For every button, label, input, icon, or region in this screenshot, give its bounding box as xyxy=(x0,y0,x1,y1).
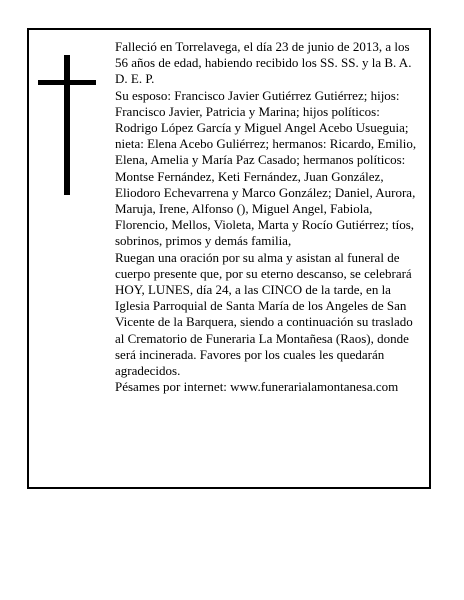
rip-line: D. E. P. xyxy=(115,71,155,87)
cross-icon xyxy=(64,55,70,195)
death-announcement: Falleció en Torrelavega, el día 23 de junio de 2013, a los 56 años de edad, habiendo recibido los SS. SS. y la B. A. xyxy=(115,39,412,71)
condolences-line: Pésames por internet: www.funerarialamontanesa.com xyxy=(115,379,399,395)
obituary-text xyxy=(115,39,420,395)
funeral-details: Ruegan una oración por su alma y asistan al funeral de cuerpo presente que, por su eterno descanso, se celebrará HOY, LUNES, día 24, a las CINCO de la tarde, en la Iglesia Parroquial de Santa María de los Angeles de San Vicente de la Barquera, siendo a continuación su traslado al Crematorio de Funeraria La Montañesa (Raos), donde será incinerada. Favores por los cuales les quedarán agradecidos. xyxy=(115,249,413,379)
cross-icon-crossbar xyxy=(38,80,96,85)
family-list: Su esposo: Francisco Javier Gutiérrez Gutiérrez; hijos: Francisco Javier, Patricia y Marina; hijos políticos: Rodrigo López García y Miguel Angel Acebo Usueguia; nieta: Elena Acebo Guliérrez; hermanos: Ricardo, Emilio, Elena, Amelia y María Paz Casado; hermanos políticos: Montse Fernández, Keti Fernández, Juan González, Eliodoro Echevarrena y Marco González; Daniel, Aurora, Maruja, Irene, Alfonso (), Miguel Angel, Fabiola, Florencio, Mellos, Violeta, Marta y Rocío Gutiérrez; tíos, sobrinos, primos y demás familia, xyxy=(115,87,417,249)
